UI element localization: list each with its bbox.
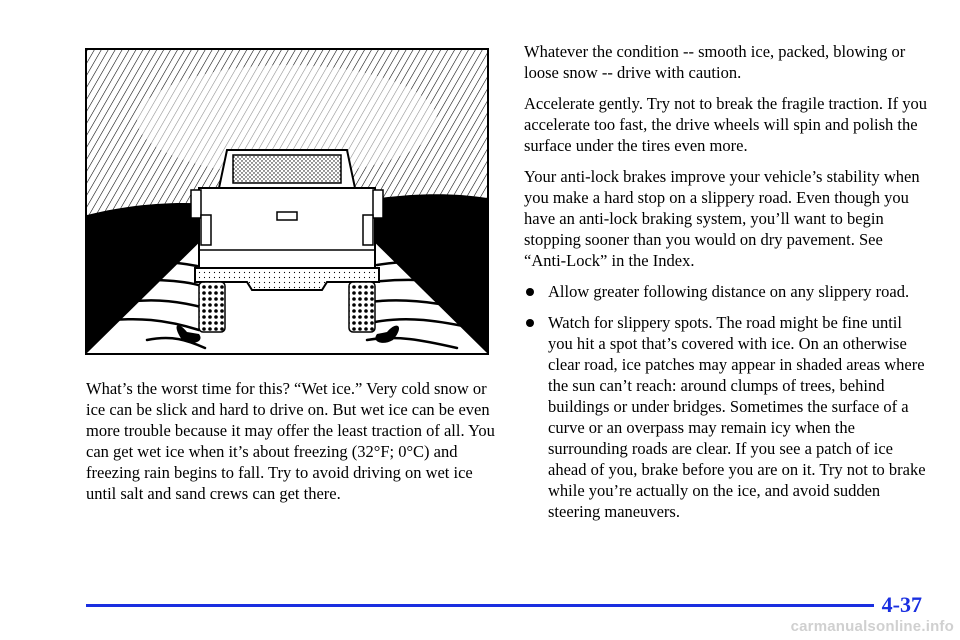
paragraph-anti-lock: Your anti-lock brakes improve your vehicle’s stability when you make a hard stop on a slippery road. Even though you have an anti-lock braking system, you’ll want to begin stopping sooner than you would on dry pavement. See “Anti-Lock” in the Index. <box>524 167 920 270</box>
list-item <box>524 281 929 302</box>
advice-list <box>524 281 929 522</box>
paragraph-condition: Whatever the condition -- smooth ice, packed, blowing or loose snow -- drive with caution. <box>524 42 906 82</box>
right-column <box>524 41 929 532</box>
left-column <box>86 378 496 504</box>
paragraph-accelerate: Accelerate gently. Try not to break the fragile traction. If you accelerate too fast, the drive wheels will spin and polish the surface under the tires even more. <box>524 94 928 155</box>
list-item <box>524 312 929 522</box>
illustration-drawing <box>87 50 487 353</box>
watermark: carmanualsonline.info <box>790 618 954 635</box>
bullet-text-slippery-spots: Watch for slippery spots. The road might be fine until you hit a spot that’s covered with ice. On an otherwise clear road, ice patches may appear in shaded areas where the sun can’t reach: around clumps of trees, behind buildings or under bridges. Sometimes the surface of a curve or an overpass may remain icy when the surrounding roads are clear. If you see a patch of ice ahead of you, brake before you are on it. Try not to brake while you’re actually on the ice, and avoid sudden steering maneuvers. <box>548 313 926 521</box>
truck-on-wet-ice-illustration <box>85 48 489 355</box>
bullet-icon <box>526 288 534 296</box>
page-number: 4-37 <box>881 592 922 617</box>
footer-rule <box>86 604 874 607</box>
wet-ice-paragraph: What’s the worst time for this? “Wet ice.” Very cold snow or ice can be slick and hard to drive on. But wet ice can be even more trouble because it may offer the least traction of all. You can get wet ice when it’s about freezing (32°F; 0°C) and freezing rain begins to fall. Try to avoid driving on wet ice until salt and sand crews can get there. <box>86 379 495 503</box>
bullet-icon <box>526 319 534 327</box>
bullet-text-following-distance: Allow greater following distance on any slippery road. <box>548 282 910 301</box>
